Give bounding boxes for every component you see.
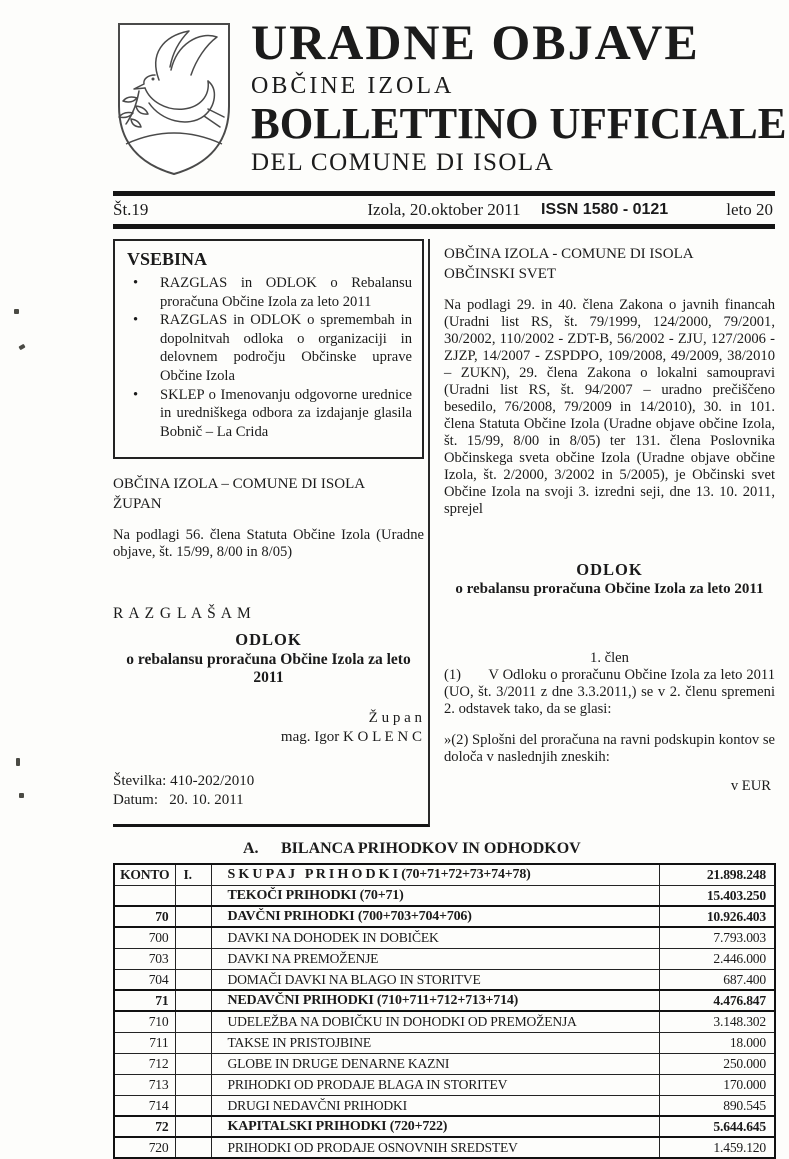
toc-item: • SKLEP o Imenovanju odgovorne urednice in uredniškega odbora za izdajanje glasila Bobnič – La Crida — [127, 386, 412, 442]
left-column — [113, 239, 430, 827]
description-cell: TAKSE IN PRISTOJBINE — [211, 1032, 659, 1053]
roman-cell — [175, 948, 211, 969]
konto-cell: 704 — [114, 969, 175, 990]
gazette-subtitle-it: DEL COMUNE DI ISOLA — [251, 149, 555, 176]
table-row — [114, 1137, 775, 1158]
konto-cell: 714 — [114, 1095, 175, 1116]
roman-cell — [175, 990, 211, 1011]
decree-subtitle: o rebalansu proračuna Občine Izola za leto 2011 — [126, 651, 411, 687]
description-cell: S K U P A J P R I H O D K I (70+71+72+73+74+78) — [211, 864, 659, 885]
reference-number: Številka: 410-202/2010 — [113, 773, 255, 790]
masthead — [113, 14, 787, 185]
amount-cell: 890.545 — [659, 1095, 775, 1116]
table-of-contents — [113, 239, 424, 459]
amount-cell: 2.446.000 — [659, 948, 775, 969]
proclamation-word: R A Z G L A Š A M — [113, 605, 252, 623]
amount-cell: 4.476.847 — [659, 990, 775, 1011]
description-cell: DOMAČI DAVKI NA BLAGO IN STORITVE — [211, 969, 659, 990]
issuing-authority-council — [444, 244, 775, 284]
amount-cell: 18.000 — [659, 1032, 775, 1053]
issn-number: ISSN 1580 - 0121 — [541, 201, 669, 218]
amount-cell: 21.898.248 — [659, 864, 775, 885]
description-cell: DAVKI NA DOHODEK IN DOBIČEK — [211, 927, 659, 948]
authority-name: OBČINA IZOLA – COMUNE DI ISOLA — [113, 476, 366, 493]
description-cell: UDELEŽBA NA DOBIČKU IN DOHODKI OD PREMOŽENJA — [211, 1011, 659, 1032]
table-row — [114, 906, 775, 927]
description-cell: DAVKI NA PREMOŽENJE — [211, 948, 659, 969]
table-section-title — [113, 840, 775, 858]
roman-cell — [175, 1032, 211, 1053]
issue-info-bar — [113, 196, 775, 224]
right-column — [430, 239, 775, 827]
amount-cell: 5.644.645 — [659, 1116, 775, 1137]
gazette-page — [113, 0, 787, 1159]
konto-cell: 70 — [114, 906, 175, 927]
roman-cell — [175, 1095, 211, 1116]
budget-balance-table — [113, 863, 776, 1159]
place-and-date: Izola, 20.oktober 2011 — [367, 200, 521, 219]
konto-cell: 712 — [114, 1053, 175, 1074]
amount-cell: 1.459.120 — [659, 1137, 775, 1158]
scan-artifact — [19, 793, 24, 798]
reference-block — [113, 772, 424, 810]
konto-cell: 713 — [114, 1074, 175, 1095]
konto-cell: 720 — [114, 1137, 175, 1158]
signature-block — [113, 709, 424, 747]
konto-cell: 711 — [114, 1032, 175, 1053]
gazette-title-sl: URADNE OBJAVE — [251, 14, 700, 70]
amount-cell: 7.793.003 — [659, 927, 775, 948]
decree-title: ODLOK — [576, 560, 643, 579]
roman-cell — [175, 1074, 211, 1095]
amendment-paragraph: »(2) Splošni del proračuna na ravni podskupin kontov se določa v naslednjih zneskih: — [444, 732, 775, 765]
table-row — [114, 990, 775, 1011]
roman-cell — [175, 1116, 211, 1137]
description-cell: GLOBE IN DRUGE DENARNE KAZNI — [211, 1053, 659, 1074]
roman-cell: I. — [175, 864, 211, 885]
amount-cell: 687.400 — [659, 969, 775, 990]
amount-cell: 15.403.250 — [659, 885, 775, 906]
gazette-title-it: BOLLETTINO UFFICIALE — [251, 99, 787, 148]
signature-role: Ž u p a n — [368, 710, 422, 727]
table-row — [114, 1011, 775, 1032]
article-heading: 1. člen — [590, 650, 629, 666]
scan-artifact — [18, 344, 25, 350]
roman-cell — [175, 969, 211, 990]
toc-list — [127, 274, 412, 441]
roman-cell — [175, 885, 211, 906]
decree-subtitle: o rebalansu proračuna Občine Izola za leto 2011 — [455, 581, 764, 597]
roman-cell — [175, 927, 211, 948]
table-row — [114, 1116, 775, 1137]
description-cell: NEDAVČNI PRIHODKI (710+711+712+713+714) — [211, 990, 659, 1011]
issuing-authority-mayor — [113, 474, 424, 514]
konto-cell: 703 — [114, 948, 175, 969]
scan-artifact — [16, 758, 20, 766]
masthead-rule-bottom — [113, 224, 775, 229]
decree-title: ODLOK — [235, 630, 302, 650]
authority-office: OBČINSKI SVET — [444, 266, 557, 282]
legal-basis-paragraph: Na podlagi 56. člena Statuta Občine Izola (Uradne objave, št. 15/99, 8/00 in 8/05) — [113, 527, 424, 561]
table-row — [114, 885, 775, 906]
table-row — [114, 1074, 775, 1095]
volume-year: leto 20 — [726, 200, 773, 219]
description-cell: TEKOČI PRIHODKI (70+71) — [211, 885, 659, 906]
description-cell: KAPITALSKI PRIHODKI (720+722) — [211, 1116, 659, 1137]
table-row — [114, 1095, 775, 1116]
table-row — [114, 864, 775, 885]
toc-title: VSEBINA — [127, 249, 208, 269]
authority-office: ŽUPAN — [113, 496, 162, 513]
amount-cell: 3.148.302 — [659, 1011, 775, 1032]
reference-date: Datum: 20. 10. 2011 — [113, 792, 244, 809]
roman-cell — [175, 906, 211, 927]
authority-name: OBČINA IZOLA - COMUNE DI ISOLA — [444, 246, 694, 262]
table-row — [114, 969, 775, 990]
issue-number: Št.19 — [113, 200, 149, 219]
section-label: A. — [243, 840, 259, 858]
roman-cell — [175, 1011, 211, 1032]
amount-cell: 10.926.403 — [659, 906, 775, 927]
municipal-coat-of-arms — [113, 18, 235, 185]
description-cell: PRIHODKI OD PRODAJE OSNOVNIH SREDSTEV — [211, 1137, 659, 1158]
konto-cell — [114, 885, 175, 906]
amount-cell: 170.000 — [659, 1074, 775, 1095]
table-row — [114, 1053, 775, 1074]
table-row — [114, 927, 775, 948]
konto-cell: 71 — [114, 990, 175, 1011]
toc-item: • RAZGLAS in ODLOK o Rebalansu proračuna Občine Izola za leto 2011 — [127, 274, 412, 311]
gazette-subtitle-sl: OBČINE IZOLA — [251, 73, 455, 99]
currency-note: v EUR — [730, 778, 771, 794]
legal-basis-paragraph: Na podlagi 29. in 40. člena Zakona o javnih financah (Uradni list RS, št. 79/1999, 124/2000, 79/2001, 30/2002, 110/2002 - ZDT-B, 56/2002 - ZJU, 127/2006 - ZJZP, 14/2007 - ZSPDPO, 109/2008, 49/2009, 38/2010 – ZUKN), 29. člena Zakona o lokalni samoupravi (Uradni list RS, št. 94/2007 – uradno prečiščeno besedilo, 76/2008, 79/2009 in 14/2010), 30. in 101. člena Statuta Občine Izola (Uradne objave občine Izola, št. 15/99, 8/00 in 8/05) ter 131. člena Poslovnika Občinskega sveta občine Izola (Uradne objave občine Izola, št. 2/2000, 3/2002 in 5/2005), je Občinski svet Občine Izola na svoji 3. izredni seji, dne 13. 10. 2011, sprejel — [444, 297, 775, 517]
amount-cell: 250.000 — [659, 1053, 775, 1074]
description-cell: DRUGI NEDAVČNI PRIHODKI — [211, 1095, 659, 1116]
description-cell: PRIHODKI OD PRODAJE BLAGA IN STORITEV — [211, 1074, 659, 1095]
scan-artifact — [14, 309, 19, 314]
section-title-text: BILANCA PRIHODKOV IN ODHODKOV — [281, 840, 581, 858]
konto-header-cell: KONTO — [114, 864, 175, 885]
table-row — [114, 948, 775, 969]
konto-cell: 72 — [114, 1116, 175, 1137]
dove-shield-icon — [113, 18, 235, 180]
description-cell: DAVČNI PRIHODKI (700+703+704+706) — [211, 906, 659, 927]
content-columns — [113, 239, 775, 827]
table-row — [114, 1032, 775, 1053]
toc-item: • RAZGLAS in ODLOK o spremembah in dopolnitvah odloka o organizaciji in delovnem področju Občinske uprave Občine Izola — [127, 311, 412, 385]
masthead-titles — [251, 14, 789, 178]
roman-cell — [175, 1137, 211, 1158]
article-paragraph: (1) V Odloku o proračunu Občine Izola za leto 2011 (UO, št. 3/2011 z dne 3.3.2011,) se v 2. členu spremeni 2. odstavek tako, da se glasi: — [444, 667, 775, 717]
roman-cell — [175, 1053, 211, 1074]
konto-cell: 710 — [114, 1011, 175, 1032]
konto-cell: 700 — [114, 927, 175, 948]
signature-name: mag. Igor K O L E N C — [280, 729, 422, 746]
